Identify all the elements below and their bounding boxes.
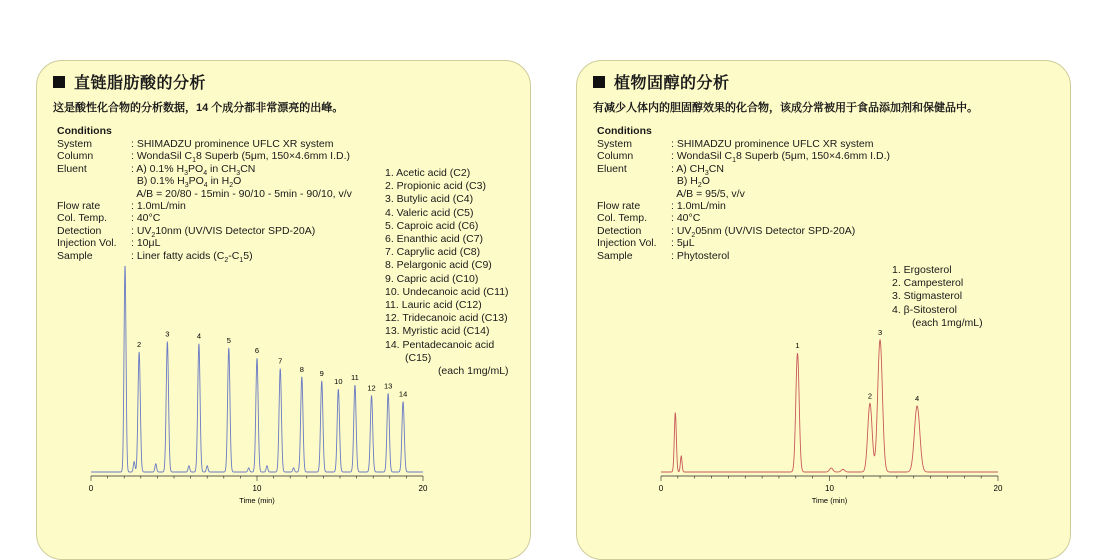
conditions-heading: Conditions <box>597 125 652 137</box>
condition-label: Eluent <box>57 162 87 175</box>
chromatogram-chart <box>77 261 437 506</box>
condition-value: : 40°C <box>671 212 701 225</box>
condition-label: Sample <box>57 249 93 262</box>
peak-label: 2 <box>867 391 873 401</box>
legend-item: 3. Stigmasterol <box>892 290 963 303</box>
panel-title <box>53 70 206 93</box>
peak-label: 3 <box>877 328 883 337</box>
condition-value: : SHIMADZU prominence UFLC XR system <box>671 138 874 150</box>
condition-row <box>597 237 890 249</box>
condition-value: : 40°C <box>131 212 161 225</box>
conditions-list <box>57 138 352 262</box>
legend-item: 5. Caproic acid (C6) <box>385 219 479 232</box>
condition-value: A/B = 95/5, v/v <box>671 187 745 200</box>
panel-title-text: 直链脂肪酸的分析 <box>74 75 207 92</box>
condition-label: System <box>57 138 93 150</box>
legend-item: 1. Ergosterol <box>892 264 952 276</box>
legend-item: (C15) <box>405 351 432 364</box>
peak-label: 14 <box>398 389 408 399</box>
conditions-list <box>597 138 890 262</box>
condition-value: : 5μL <box>671 237 695 250</box>
peak-label: 1 <box>795 341 800 351</box>
condition-label <box>597 188 671 200</box>
condition-value: : $UV_210nm$ (UV/VIS Detector SPD-20A) <box>131 224 316 239</box>
panel-title <box>593 70 730 93</box>
condition-value: : A) $CH_3CN$ <box>671 162 724 177</box>
condition-label: Detection <box>57 224 102 237</box>
condition-value: : SHIMADZU prominence UFLC XR system <box>131 138 334 150</box>
condition-value: : Liner fatty acids $(C_2-C_15)$ <box>131 249 253 264</box>
condition-value: B) 0.1% $H_3PO_4$ in $H_2O$ <box>131 175 242 190</box>
condition-label: Column <box>57 150 94 163</box>
condition-label: Sample <box>597 249 633 262</box>
condition-label: System <box>597 138 633 150</box>
condition-label: Detection <box>597 224 642 237</box>
condition-row <box>597 188 890 200</box>
legend-item: 1. Acetic acid (C2) <box>385 167 471 179</box>
tick-label: 20 <box>993 484 1003 493</box>
condition-row <box>597 138 890 150</box>
condition-label: Flow rate <box>597 200 641 213</box>
tick-label: 0 <box>88 484 94 493</box>
panel-subtitle: 这是酸性化合物的分析数据，14 个成分都非常漂亮的出峰。 <box>53 102 344 114</box>
peak-legend <box>892 264 983 330</box>
condition-value: : $UV_205nm$ (UV/VIS Detector SPD-20A) <box>671 224 856 239</box>
condition-row <box>57 188 352 200</box>
condition-value: : 10μL <box>131 237 161 250</box>
peak-label: 4 <box>196 331 201 341</box>
legend-item: 11. Lauric acid (C12) <box>385 299 482 312</box>
condition-label <box>57 175 131 187</box>
peak-label: 13 <box>383 381 393 391</box>
legend-item: 12. Tridecanoic acid (C13) <box>385 312 508 325</box>
peak-label: 3 <box>165 329 170 339</box>
condition-row <box>597 212 890 224</box>
peak-label: 5 <box>226 335 231 345</box>
condition-row <box>57 138 352 150</box>
peak-label: 6 <box>254 346 260 356</box>
chromatogram-trace <box>661 340 998 472</box>
peak-label: 2 <box>137 339 142 349</box>
condition-row <box>57 163 352 175</box>
condition-value: : A) 0.1% $H_3PO_4$ in $CH_3CN$ <box>131 162 256 177</box>
square-bullet-icon <box>593 76 605 88</box>
legend-item: (each 1mg/mL) <box>912 316 983 329</box>
condition-row <box>597 200 890 212</box>
square-bullet-icon <box>53 76 65 88</box>
legend-item: 3. Butylic acid (C4) <box>385 193 474 206</box>
condition-value: : 1.0mL/min <box>131 200 186 213</box>
tick-label: 10 <box>252 484 262 493</box>
condition-value: B) $H_2O$ <box>671 175 710 190</box>
legend-item: 2. Propionic acid (C3) <box>385 180 486 193</box>
legend-item: 4. Valeric acid (C5) <box>385 206 474 219</box>
x-axis-label: Time (min) <box>239 496 275 505</box>
condition-row <box>57 200 352 212</box>
condition-row <box>597 250 890 262</box>
panel-title-text: 植物固醇的分析 <box>614 75 730 92</box>
condition-value: : 1.0mL/min <box>671 200 726 213</box>
peak-label: 8 <box>299 364 304 374</box>
legend-item: 14. Pentadecanoic acid <box>385 338 495 351</box>
condition-label: Flow rate <box>57 200 101 213</box>
panel-fatty-acids <box>36 60 531 560</box>
legend-item: 2. Campesterol <box>892 277 964 290</box>
condition-value: : WondaSil $C_18$ Superb (5μm, 150×4.6mm I.D.) <box>671 150 890 165</box>
condition-value: : Phytosterol <box>671 249 730 262</box>
chromatogram-chart <box>647 328 1012 506</box>
tick-label: 0 <box>658 484 664 493</box>
tick-label: 20 <box>418 484 428 493</box>
legend-item: 9. Capric acid (C10) <box>385 272 479 285</box>
condition-label: Col. Temp. <box>597 212 647 225</box>
condition-label: Injection Vol. <box>597 237 657 250</box>
condition-row <box>597 163 890 175</box>
condition-row <box>57 175 352 190</box>
peak-label: 4 <box>915 394 920 403</box>
condition-value: A/B = 20/80 - 15min - 90/10 - 5min - 90/10, v/v <box>131 187 352 200</box>
condition-label: Column <box>597 150 634 163</box>
condition-label: Injection Vol. <box>57 237 117 250</box>
chromatogram-trace <box>91 266 423 472</box>
condition-row <box>597 225 890 237</box>
legend-item: 10. Undecanoic acid (C11) <box>385 285 509 298</box>
condition-value: : WondaSil $C_18$ Superb (5μm, 150×4.6mm I.D.) <box>131 150 350 165</box>
condition-label: Eluent <box>597 162 627 175</box>
legend-item: 13. Myristic acid (C14) <box>385 325 490 338</box>
conditions-heading: Conditions <box>57 125 112 137</box>
tick-label: 10 <box>825 484 834 493</box>
legend-item: 4. β-Sitosterol <box>892 303 957 316</box>
condition-label: Col. Temp. <box>57 212 107 225</box>
condition-label <box>597 175 671 187</box>
condition-row <box>57 237 352 249</box>
condition-label <box>57 188 131 200</box>
peak-label: 10 <box>334 377 343 387</box>
condition-row <box>597 150 890 165</box>
legend-note: (each 1mg/mL) <box>437 365 509 378</box>
condition-row <box>597 175 890 190</box>
legend-item: 6. Enanthic acid (C7) <box>385 233 484 246</box>
x-axis-label: Time (min) <box>811 496 848 505</box>
peak-label: 7 <box>278 356 283 366</box>
condition-row <box>57 212 352 224</box>
panel-phytosterol <box>576 60 1071 560</box>
legend-item: 8. Pelargonic acid (C9) <box>385 259 492 272</box>
condition-row <box>57 225 352 237</box>
condition-row <box>57 150 352 165</box>
panel-subtitle: 有减少人体内的胆固醇效果的化合物，该成分常被用于食品添加剂和保健品中。 <box>593 102 978 114</box>
peak-label: 9 <box>319 368 324 378</box>
peak-label: 12 <box>367 383 376 393</box>
legend-item: 7. Caprylic acid (C8) <box>385 246 481 259</box>
peak-label: 11 <box>351 373 359 383</box>
